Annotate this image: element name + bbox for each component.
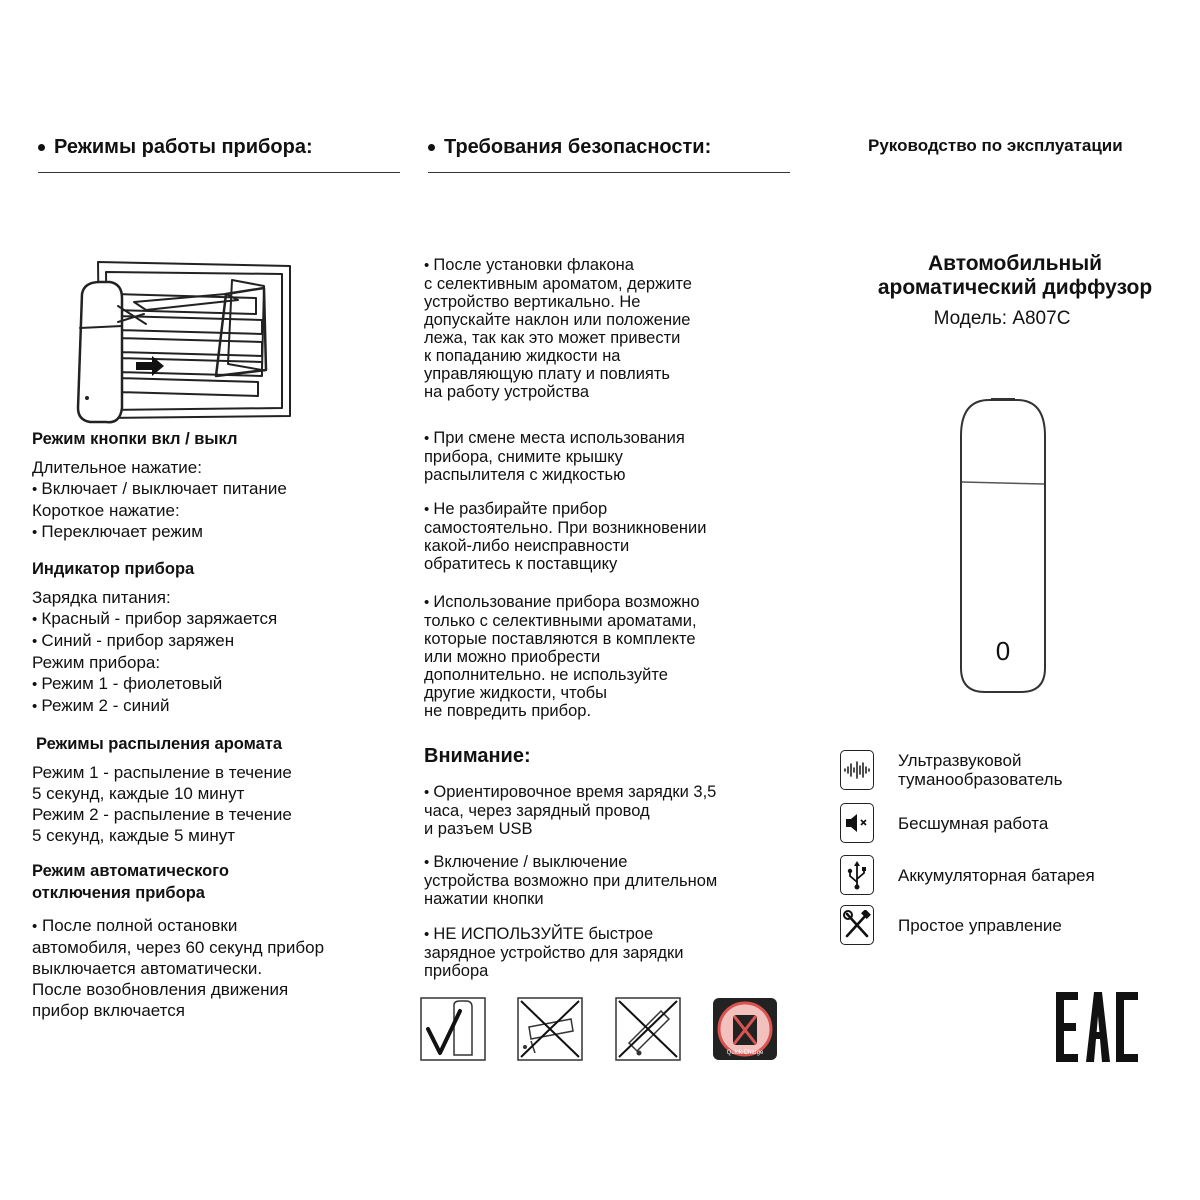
modes-heading-text: Режимы работы прибора: [54,136,313,158]
safety-heading-rule [428,172,790,173]
no-lying-icon [615,997,681,1061]
line-text: Включает / выключает питание [41,479,287,498]
manual-title: Руководство по эксплуатации [868,136,1123,155]
feature-row [840,905,1062,945]
ultrasonic-wave-icon [840,750,874,790]
bullet-dot [428,144,435,151]
safety-item [424,593,804,720]
feature-label: Простое управление [898,915,1062,935]
bullet-line [32,608,412,630]
bullet-line [32,521,412,543]
safety-heading-text: Требования безопасности: [444,136,712,158]
line-text: Зарядка питания: [32,588,171,607]
attention-item [424,853,804,908]
bullet-line [32,695,412,717]
bullet-dot: • [424,784,434,801]
bullet-dot [38,144,45,151]
plain-line [32,500,412,521]
auto-off-title: Режим автоматического отключения прибора [32,862,229,902]
attention-item [424,783,804,838]
feature-label: Аккумуляторная батарея [898,865,1095,885]
spray-text: Режим 1 - распыление в течение 5 секунд, каждые 10 минут Режим 2 - распыление в течение 5 секунд, каждые 5 минут [32,763,292,845]
line-text: Короткое нажатие: [32,501,180,520]
button-mode-lines [32,457,412,543]
feature-row [840,750,1062,790]
safety-heading [428,136,711,159]
bullet-dot: • [424,430,434,447]
device-button-dot [85,396,89,400]
attention-item-text: Ориентировочное время зарядки 3,5 часа, через зарядный провод и разъем USB [424,783,717,838]
left-column [32,428,412,543]
modes-heading [38,136,313,159]
safety-item [424,256,804,401]
attention-title: Внимание: [424,745,531,767]
product-title: Автомобильный ароматический диффузор [877,252,1153,299]
safety-item-text: При смене места использования прибора, снимите крышку распылителя с жидкостью [424,429,685,484]
indicator-lines [32,587,412,717]
bullet-line [32,630,412,652]
auto-off-text-body: После полной остановки автомобиля, через 60 секунд прибор выключается автоматически. После возобновления движения прибор включается [32,916,325,1020]
bullet-dot: • [32,611,42,628]
power-button-glyph: 0 [995,636,1011,666]
safety-item-text: Не разбирайте прибор самостоятельно. При возникновении какой-либо неисправности обратитесь к поставщику [424,500,707,573]
button-mode-title: Режим кнопки вкл / выкл [32,430,238,448]
plain-line [32,652,412,673]
usb-icon [840,855,874,895]
model-number: Модель: А807С [933,308,1071,329]
line-text: Длительное нажатие: [32,458,202,477]
attention-item-text: Включение / выключение устройства возможно при длительном нажатии кнопки [424,853,718,908]
plain-line [32,587,412,608]
feature-row [840,855,1095,895]
bullet-dot: • [32,676,42,693]
diffuser-device-illustration [955,396,1051,696]
line-text: Синий - прибор заряжен [41,631,235,650]
modes-heading-rule [38,172,400,173]
spray-title-text: Режимы распыления аромата [36,735,283,753]
plain-line [32,457,412,478]
bullet-dot: • [32,633,42,650]
bullet-dot: • [424,257,434,274]
line-text: Переключает режим [41,522,203,541]
quick-charge-label: Quick Charge [726,1050,764,1056]
safety-item-text: Использование прибора возможно только с селективными ароматами, которые поставляются в комплекте или можно приобрести дополнительно. не используйте другие жидкости, чтобы не повредить прибор. [424,593,700,720]
bullet-dot: • [32,481,42,498]
bullet-dot: • [32,524,42,541]
bullet-dot: • [32,698,42,715]
eac-certification-mark [1056,992,1138,1062]
mute-speaker-icon [840,803,874,843]
bullet-dot: • [424,501,434,518]
line-text: Режим прибора: [32,653,161,672]
tools-icon [840,905,874,945]
bullet-dot: • [424,926,434,943]
bullet-line [32,673,412,695]
safety-item [424,429,804,484]
line-text: Режим 2 - синий [41,696,170,715]
line-text: Красный - прибор заряжается [41,609,278,628]
feature-label: Бесшумная работа [898,813,1049,833]
feature-row [840,803,1048,843]
safety-item-text: После установки флакона с селективным ароматом, держите устройство вертикально. Не допускайте наклон или положение лежа, так как это может привести к попаданию жидкости на управляющую плату и повлиять на работу устройства [424,256,692,401]
feature-label: Ультразвуковой туманообразователь [898,751,1063,789]
upright-ok-icon [420,997,486,1061]
vent-installation-illustration [66,258,296,428]
no-tilt-icon [517,997,583,1061]
safety-item [424,500,804,573]
indicator-section [32,558,412,717]
indicator-title: Индикатор прибора [32,560,195,578]
line-text: Режим 1 - фиолетовый [41,674,223,693]
no-quick-charge-icon [712,997,778,1061]
spray-title [36,733,416,755]
bullet-line [32,478,412,500]
attention-item-text: НЕ ИСПОЛЬЗУЙТЕ быстрое зарядное устройство для зарядки прибора [424,925,684,980]
auto-off-text: • После полной остановки автомобиля, через 60 секунд прибор выключается автоматически. После возобновления движения прибор включается [32,916,325,1020]
bullet-dot: • [424,854,434,871]
bullet-dot: • [424,594,434,611]
attention-item [424,925,804,980]
